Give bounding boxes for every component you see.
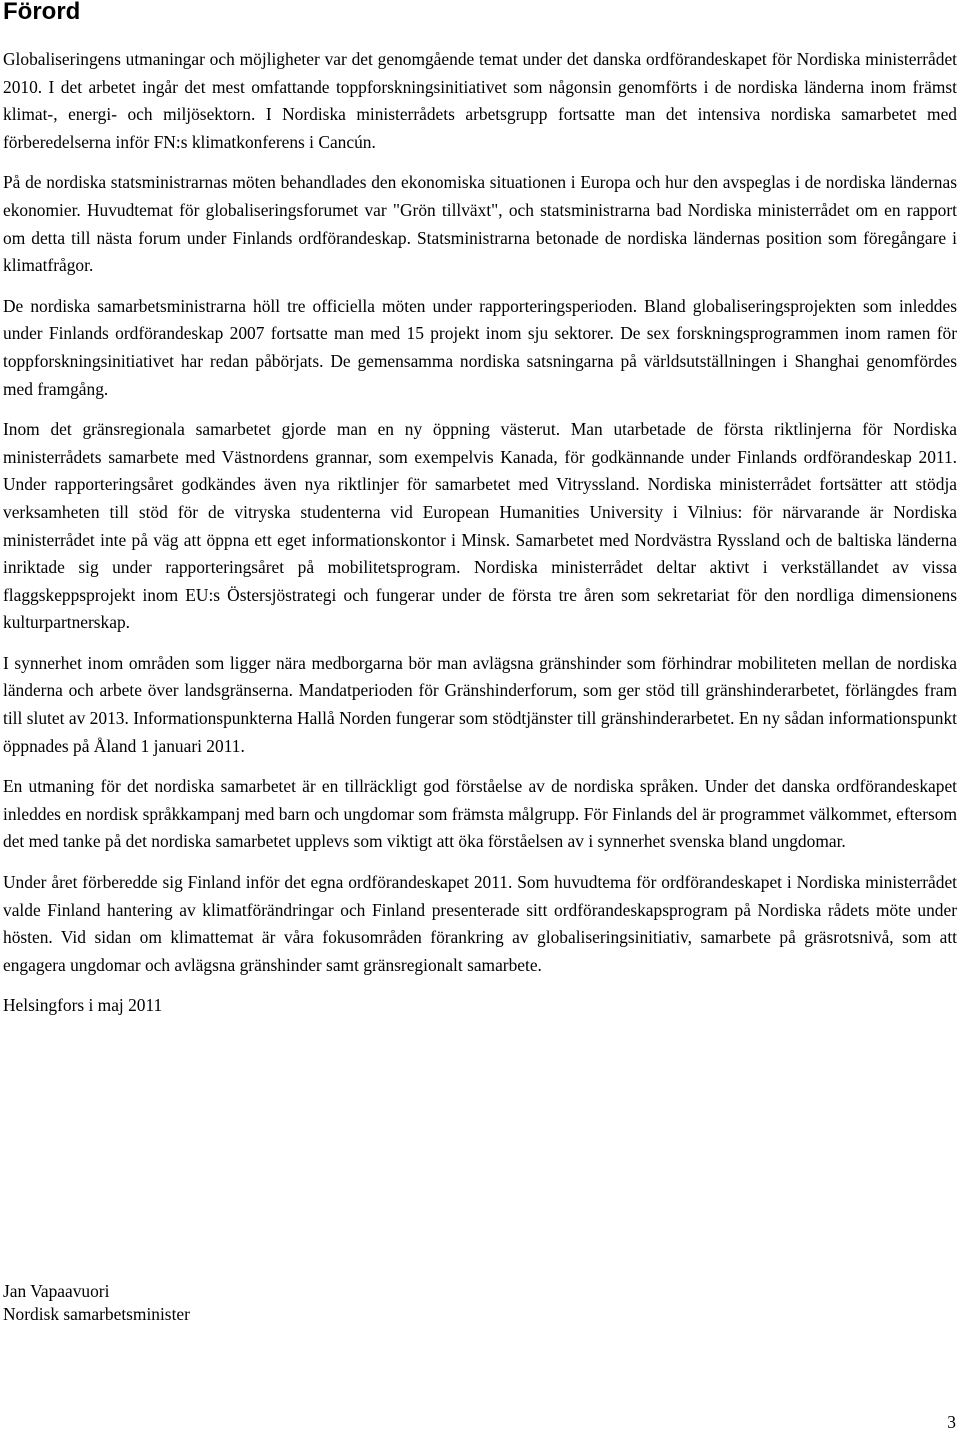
- paragraph-border-regional: Inom det gränsregionala samarbetet gjorde man en ny öppning västerut. Man utarbetade de första riktlinjerna för Nordiska ministerrådets samarbete med Västnordens grannar, som exempelvis Kanada, för godkännande under Finlands ordförandeskap 2011. Under rapporteringsåret godkändes även nya riktlinjer för samarbetet med Vitryssland. Nordiska ministerrådet fortsätter att stödja verksamheten till stöd för de vitryska studenterna vid European Humanities University i Vilnius: för närvarande är Nordiska ministerrådet inte på väg att öppna ett eget informationskontor i Minsk. Samarbetet med Nordvästra Ryssland och de baltiska länderna inriktade sig under rapporteringsåret på mobilitetsprogram. Nordiska ministerrådet deltar aktivt i verkställandet av vissa flaggskeppsprojekt inom EU:s Östersjöstrategi och fungerar under de första tre åren som sekretariat för den nordliga dimensionens kulturpartnerskap.: [3, 419, 957, 633]
- body-text: [3, 46, 957, 1020]
- paragraph-languages: En utmaning för det nordiska samarbetet är en tillräckligt god förståelse av de nordiska språken. Under det danska ordförandeskapet inleddes en nordisk språkkampanj med barn och ungdomar som främsta målgrupp. För Finlands del är programmet välkommet, eftersom det med tanke på det nordiska samarbetet upplevs som viktigt att öka förståelsen av i synnerhet svenska bland ungdomar.: [3, 776, 957, 852]
- document-page: [3, 0, 957, 1324]
- signatory-name: Jan Vapaavuori: [3, 1281, 110, 1301]
- page-heading: Förord: [3, 0, 81, 25]
- signature-block: [3, 1280, 190, 1326]
- page-number: 3: [947, 1412, 956, 1432]
- paragraph-presidency: Under året förberedde sig Finland inför det egna ordförandeskapet 2011. Som huvudtema för ordförandeskapet i Nordiska ministerrådet valde Finland hantering av klimatförändringar och Finland presenterade sitt ordförandeskapsprogram på Nordiska rådets möte under hösten. Vid sidan om klimattemat är våra fokusområden förankring av globaliseringsinitiativ, samarbete på gräsrotsnivå, som att engagera ungdomar och avlägsna gränshinder samt gränsregionalt samarbete.: [3, 872, 957, 975]
- paragraph-cooperation-ministers: De nordiska samarbetsministrarna höll tre officiella möten under rapporteringsperioden. Bland globaliseringsprojekten som inleddes under Finlands ordförandeskap 2007 fortsatte man med 15 projekt inom sju sektorer. De sex forskningsprogrammen inom ramen för toppforskningsinitiativet har redan påbörjats. De gemensamma nordiska satsningarna på världsutställningen i Shanghai genomfördes med framgång.: [3, 295, 957, 399]
- paragraph-globalization: Globaliseringens utmaningar och möjligheter var det genomgående temat under det danska ordförandeskapet för Nordiska ministerrådet 2010. I det arbetet ingår det mest omfattande toppforskningsinitiativet som någonsin genomförts i de nordiska länderna inom främst klimat-, energi- och miljösektorn. I Nordiska ministerrådets arbetsgrupp fortsatte man det intensiva nordiska samarbetet med förberedelserna inför FN:s klimatkonferens i Cancún.: [3, 49, 957, 152]
- paragraph-prime-ministers: På de nordiska statsministrarnas möten behandlades den ekonomiska situationen i Europa och hur den avspeglas i de nordiska ländernas ekonomier. Huvudtemat för globaliseringsforumet var "Grön tillväxt", och statsministrarna bad Nordiska ministerrådet om en rapport om detta till nästa forum under Finlands ordförandeskap. Statsministrarna betonade de nordiska ländernas position som föregångare i klimatfrågor.: [3, 172, 957, 276]
- paragraph-border-obstacles: I synnerhet inom områden som ligger nära medborgarna bör man avlägsna gränshinder som förhindrar mobiliteten mellan de nordiska länderna och arbete över landsgränserna. Mandatperioden för Gränshinderforum, som ger stöd till gränshinderarbetet, förlängdes fram till slutet av 2013. Informationspunkterna Hallå Norden fungerar som stödtjänster till gränshinderarbetet. En ny sådan informationspunkt öppnades på Åland 1 januari 2011.: [3, 652, 957, 756]
- signatory-title: Nordisk samarbetsminister: [3, 1304, 190, 1324]
- place-date: Helsingfors i maj 2011: [3, 995, 163, 1016]
